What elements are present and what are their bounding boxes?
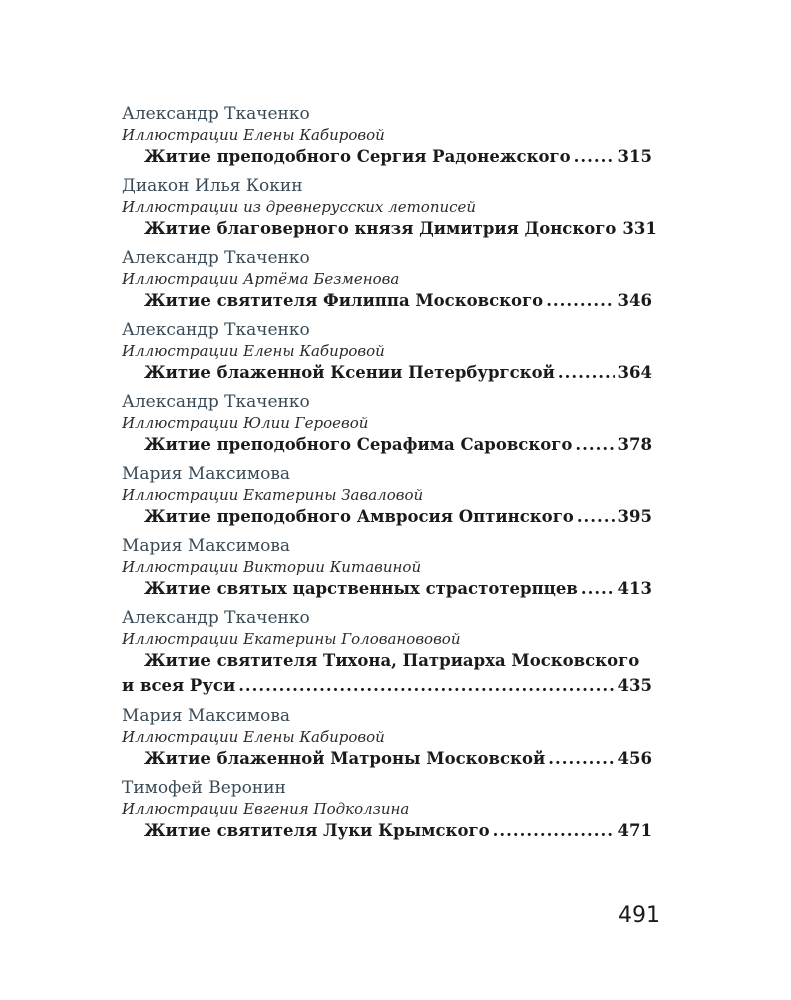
entry-illustrations: Иллюстрации Артёма Безменова (122, 270, 400, 288)
entry-title: Житие преподобного Амвросия Оптинского (144, 507, 574, 526)
toc-entry (122, 168, 657, 240)
dot-leader (546, 290, 614, 311)
toc-entry (122, 456, 652, 528)
entry-title: Житие блаженной Ксении Петербургской (144, 363, 555, 382)
entry-illustrations: Иллюстрации Виктории Китавиной (122, 558, 422, 576)
entry-illustrations: Иллюстрации Елены Кабировой (122, 728, 385, 746)
toc-entry (122, 528, 652, 600)
dot-leader (574, 146, 615, 167)
entry-title: Житие святителя Тихона, Патриарха Московского (144, 651, 640, 670)
entry-author: Тимофей Веронин (122, 778, 286, 798)
toc-entry (122, 698, 652, 770)
entry-author: Александр Ткаченко (122, 392, 310, 412)
entry-author: Александр Ткаченко (122, 104, 310, 124)
entry-page-number: 471 (617, 821, 652, 840)
entry-page-number: 435 (617, 676, 652, 695)
entry-page-number: 315 (617, 147, 652, 166)
table-of-contents (122, 96, 657, 842)
dot-leader (558, 362, 615, 383)
entry-page-number: 378 (617, 435, 652, 454)
entry-author: Александр Ткаченко (122, 320, 310, 340)
entry-title-line (144, 146, 652, 167)
toc-entry (122, 384, 652, 456)
entry-title: Житие преподобного Сергия Радонежского (144, 147, 571, 166)
entry-author: Мария Максимова (122, 464, 291, 484)
entry-page-number: 413 (617, 579, 652, 598)
dot-leader (238, 675, 614, 696)
entry-page-number: 346 (617, 291, 652, 310)
entry-author: Александр Ткаченко (122, 248, 310, 268)
entry-illustrations: Иллюстрации Екатерины Голованововой (122, 630, 461, 648)
entry-title-line-continued (122, 675, 652, 696)
entry-page-number: 364 (617, 363, 652, 382)
toc-entry (122, 312, 652, 384)
entry-title: Житие блаженной Матроны Московской (144, 749, 546, 768)
entry-title: Житие святителя Луки Крымского (144, 821, 490, 840)
entry-title-line (144, 362, 652, 383)
entry-title-line (144, 650, 652, 671)
entry-title-line (144, 290, 652, 311)
entry-illustrations: Иллюстрации Евгения Подколзина (122, 800, 410, 818)
entry-author: Мария Максимова (122, 536, 291, 556)
toc-entry (122, 600, 652, 698)
dot-leader (548, 748, 614, 769)
dot-leader (575, 434, 614, 455)
page-number-folio: 491 (618, 903, 660, 928)
dot-leader (577, 506, 615, 527)
entry-author: Александр Ткаченко (122, 608, 310, 628)
entry-illustrations: Иллюстрации Екатерины Заваловой (122, 486, 424, 504)
entry-author: Мария Максимова (122, 706, 291, 726)
entry-title-line (144, 820, 652, 841)
entry-author: Диакон Илья Кокин (122, 176, 303, 196)
entry-illustrations: Иллюстрации Елены Кабировой (122, 342, 385, 360)
entry-page-number: 331 (622, 219, 657, 238)
entry-page-number: 395 (617, 507, 652, 526)
entry-illustrations: Иллюстрации Елены Кабировой (122, 126, 385, 144)
entry-title-line (144, 506, 652, 527)
entry-title: Житие благоверного князя Димитрия Донского (144, 219, 617, 238)
entry-title-line (144, 218, 657, 239)
entry-title: Житие святых царственных страстотерпцев (144, 579, 578, 598)
entry-title-line (144, 434, 652, 455)
entry-illustrations: Иллюстрации Юлии Героевой (122, 414, 369, 432)
entry-title-line (144, 748, 652, 769)
entry-title: Житие святителя Филиппа Московского (144, 291, 544, 310)
toc-entry (122, 96, 652, 168)
entry-title: Житие преподобного Серафима Саровского (144, 435, 573, 454)
toc-entry (122, 240, 652, 312)
entry-illustrations: Иллюстрации из древнерусских летописей (122, 198, 477, 216)
entry-title-line (144, 578, 652, 599)
entry-page-number: 456 (617, 749, 652, 768)
toc-entry (122, 770, 652, 842)
dot-leader (493, 820, 615, 841)
entry-title-continued: и всея Руси (122, 676, 236, 695)
dot-leader (581, 578, 615, 599)
